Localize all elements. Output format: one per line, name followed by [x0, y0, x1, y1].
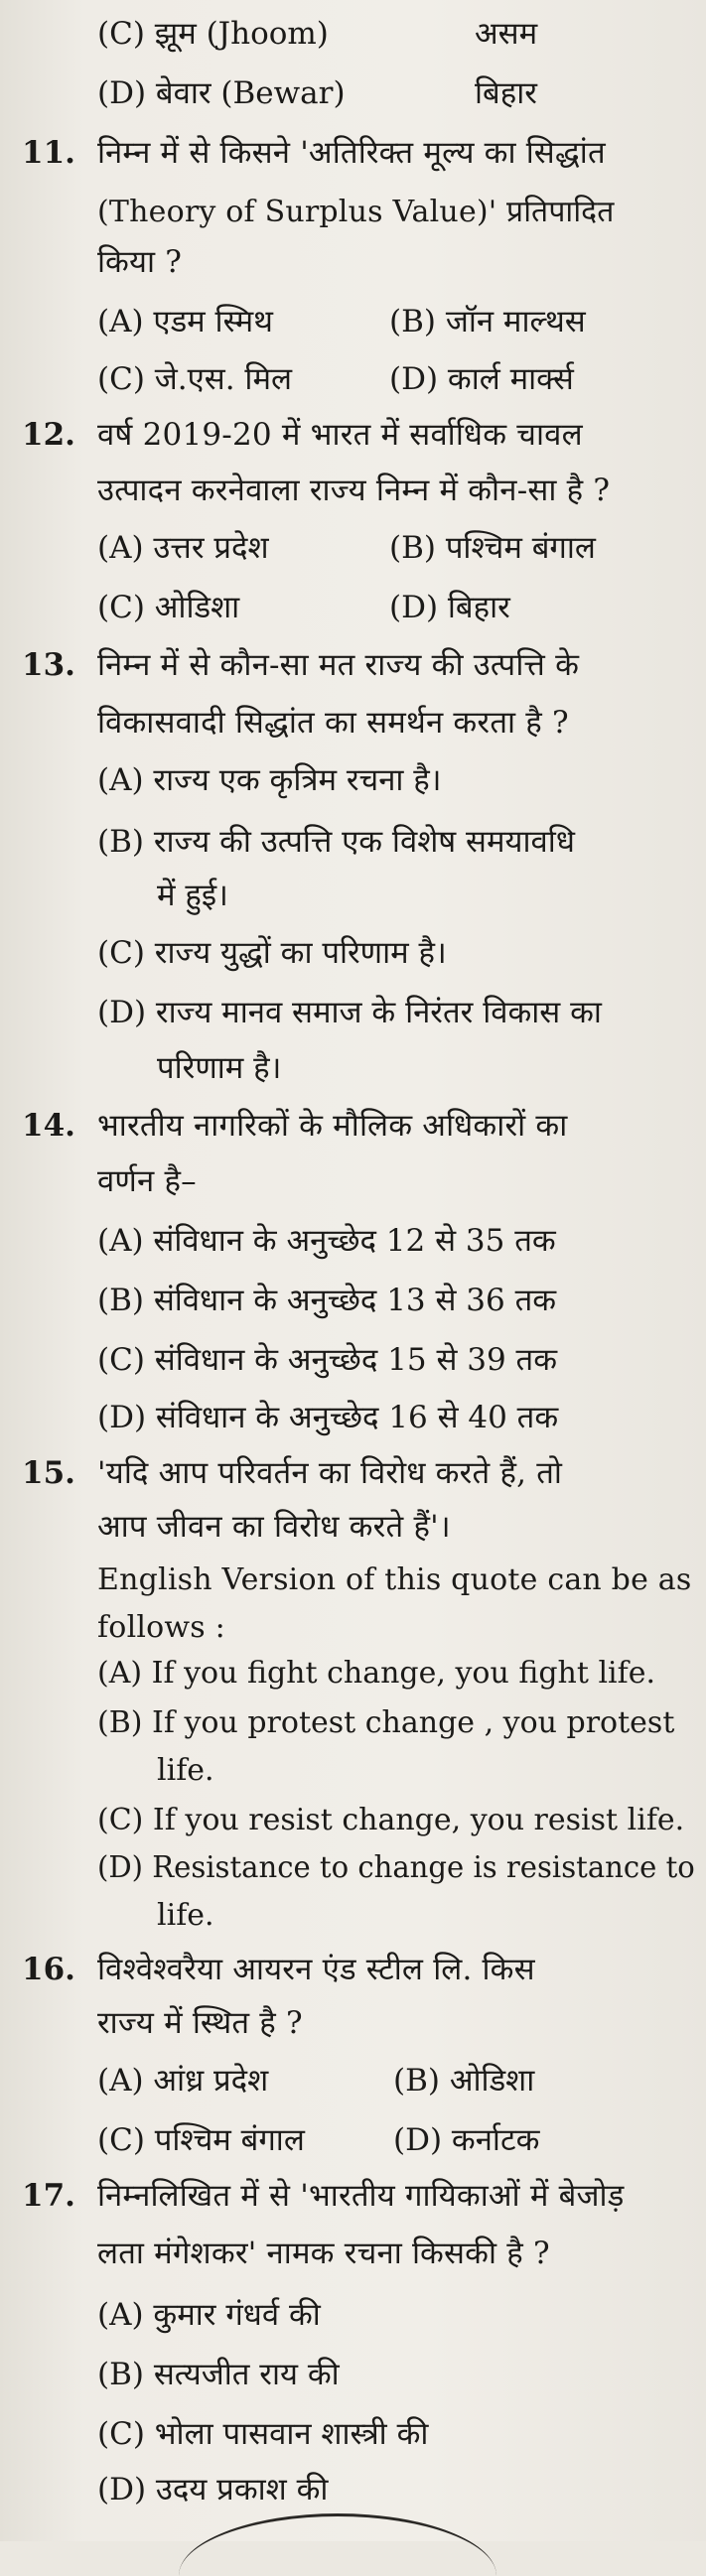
question-text: वर्ष 2019-20 में भारत में सर्वाधिक चावल	[97, 417, 583, 453]
question-text: विकासवादी सिद्धांत का समर्थन करता है ?	[97, 705, 569, 741]
option-b: (B) जॉन माल्थस	[389, 304, 586, 339]
question-text: निम्न में से कौन-सा मत राज्य की उत्पत्ति के	[97, 647, 580, 683]
option-c: (C) ओडिशा	[97, 590, 240, 625]
option-c: (C) भोला पासवान शास्त्री की	[97, 2416, 429, 2452]
carry-option-d: (D) बेवार (Bewar)	[97, 75, 346, 111]
option-b: (B) सत्यजीत राय की	[97, 2357, 340, 2392]
option-c: (C) If you resist change, you resist life.	[97, 1803, 685, 1837]
option-b: (B) ओडिशा	[393, 2063, 535, 2099]
question-text: विश्वेश्वरैया आयरन एंड स्टील लि. किस	[97, 1952, 535, 1987]
option-b: (B) If you protest change , you protest	[97, 1705, 675, 1740]
carry-option-d-match: बिहार	[475, 75, 537, 111]
question-text: 'यदि आप परिवर्तन का विरोध करते हैं, तो	[97, 1455, 563, 1491]
option-a: (A) संविधान के अनुच्छेद 12 से 35 तक	[97, 1223, 556, 1259]
question-number: 16.	[22, 1952, 75, 1987]
option-a: (A) उत्तर प्रदेश	[97, 530, 269, 566]
option-d: (D) कार्ल मार्क्स	[389, 361, 574, 397]
option-b: (B) संविधान के अनुच्छेद 13 से 36 तक	[97, 1283, 557, 1318]
question-number: 13.	[22, 647, 75, 683]
question-text: निम्न में से किसने 'अतिरिक्त मूल्य का सिद्धांत	[97, 135, 606, 171]
question-number: 14.	[22, 1108, 75, 1144]
option-d-continued: life.	[157, 1898, 214, 1933]
option-a: (A) आंध्र प्रदेश	[97, 2063, 269, 2099]
question-text: राज्य में स्थित है ?	[97, 2005, 303, 2041]
carry-option-c-match: असम	[475, 16, 538, 52]
option-a: (A) If you fight change, you fight life.	[97, 1656, 656, 1691]
option-d: (D) उदय प्रकाश की	[97, 2472, 329, 2508]
option-d: (D) कर्नाटक	[393, 2122, 540, 2158]
question-number: 17.	[22, 2178, 75, 2214]
question-text: किया ?	[97, 244, 183, 280]
question-number: 12.	[22, 417, 75, 453]
carry-option-c: (C) झूम (Jhoom)	[97, 16, 329, 52]
question-text: follows :	[97, 1610, 225, 1645]
option-d: (D) Resistance to change is resistance to	[97, 1850, 695, 1885]
option-d: (D) बिहार	[389, 590, 510, 625]
option-d: (D) राज्य मानव समाज के निरंतर विकास का	[97, 995, 602, 1030]
option-b-continued: life.	[157, 1753, 214, 1788]
question-text: भारतीय नागरिकों के मौलिक अधिकारों का	[97, 1108, 568, 1144]
option-c: (C) संविधान के अनुच्छेद 15 से 39 तक	[97, 1342, 558, 1378]
option-d-continued: परिणाम है।	[157, 1050, 282, 1086]
option-c: (C) राज्य युद्धों का परिणाम है।	[97, 935, 447, 971]
question-text: निम्नलिखित में से 'भारतीय गायिकाओं में बेजोड़	[97, 2178, 625, 2214]
question-number: 11.	[22, 135, 75, 171]
option-c: (C) जे.एस. मिल	[97, 361, 293, 397]
question-number: 15.	[22, 1455, 75, 1491]
question-text: (Theory of Surplus Value)' प्रतिपादित	[97, 195, 615, 229]
question-text: लता मंगेशकर' नामक रचना किसकी है ?	[97, 2236, 550, 2271]
option-a: (A) कुमार गंधर्व की	[97, 2297, 321, 2333]
option-c: (C) पश्चिम बंगाल	[97, 2122, 305, 2158]
option-a: (A) एडम स्मिथ	[97, 304, 273, 339]
option-a: (A) राज्य एक कृत्रिम रचना है।	[97, 762, 442, 798]
option-b: (B) राज्य की उत्पत्ति एक विशेष समयावधि	[97, 824, 575, 860]
question-text: उत्पादन करनेवाला राज्य निम्न में कौन-सा है ?	[97, 473, 611, 508]
question-text: आप जीवन का विरोध करते हैं'।	[97, 1509, 451, 1545]
question-text: वर्णन है–	[97, 1163, 197, 1199]
option-b: (B) पश्चिम बंगाल	[389, 530, 596, 566]
option-b-continued: में हुई।	[157, 878, 228, 913]
question-text: English Version of this quote can be as	[97, 1562, 692, 1597]
option-d: (D) संविधान के अनुच्छेद 16 से 40 तक	[97, 1400, 559, 1435]
page-footer-curve	[179, 2513, 496, 2576]
